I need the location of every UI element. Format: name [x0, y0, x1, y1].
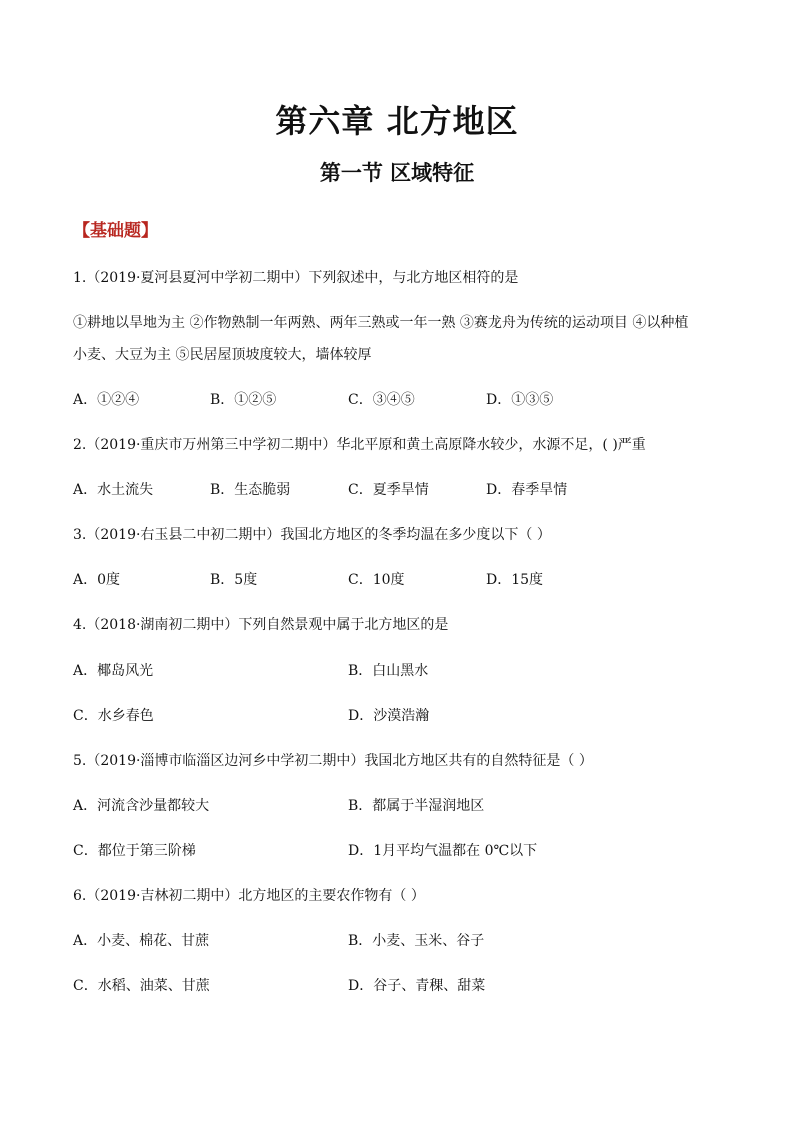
question-4-stem: 4.（2018·湖南初二期中）下列自然景观中属于北方地区的是 [73, 617, 449, 633]
question-3-stem: 3.（2019·右玉县二中初二期中）我国北方地区的冬季均温在多少度以下（ ） [73, 527, 551, 543]
question-3-option-c: C．10度 [348, 572, 405, 588]
question-1-statement-line-2: 小麦、大豆为主 ⑤民居屋顶坡度较大，墙体较厚 [73, 347, 372, 363]
question-1-option-a: A．①②④ [73, 392, 140, 408]
question-1-option-d: D．①③⑤ [486, 392, 554, 408]
question-1-statement-line-1: ①耕地以旱地为主 ②作物熟制一年两熟、两年三熟或一年一熟 ③赛龙舟为传统的运动项目 ④以种植 [73, 315, 689, 331]
question-3-option-a: A．0度 [73, 572, 121, 588]
section-title: 第一节 区域特征 [319, 160, 475, 185]
question-2-option-b: B．生态脆弱 [210, 482, 291, 498]
question-6-option-d: D．谷子、青稞、甜菜 [348, 978, 486, 994]
question-1-option-b: B．①②⑤ [210, 392, 277, 408]
question-3-option-b: B．5度 [210, 572, 258, 588]
question-4-option-a: A．椰岛风光 [73, 663, 154, 679]
question-4-option-c: C．水乡春色 [73, 708, 154, 724]
question-3-option-d: D．15度 [486, 572, 544, 588]
question-4-option-d: D．沙漠浩瀚 [348, 708, 430, 724]
question-5-option-a: A．河流含沙量都较大 [73, 798, 210, 814]
chapter-title: 第六章 北方地区 [275, 102, 519, 140]
question-2-option-c: C．夏季旱情 [348, 482, 429, 498]
question-2-option-a: A．水土流失 [73, 482, 154, 498]
question-5-option-d: D．1月平均气温都在 0℃以下 [348, 843, 538, 859]
question-6-option-a: A．小麦、棉花、甘蔗 [73, 933, 210, 949]
question-1-option-c: C．③④⑤ [348, 392, 415, 408]
question-6-stem: 6.（2019·吉林初二期中）北方地区的主要农作物有（ ） [73, 888, 425, 904]
question-2-stem: 2.（2019·重庆市万州第三中学初二期中）华北平原和黄土高原降水较少，水源不足，( )严重 [73, 437, 646, 453]
question-5-option-b: B．都属于半湿润地区 [348, 798, 485, 814]
question-6-option-c: C．水稻、油菜、甘蔗 [73, 978, 210, 994]
question-2-option-d: D．春季旱情 [486, 482, 568, 498]
question-1-stem: 1.（2019·夏河县夏河中学初二期中）下列叙述中，与北方地区相符的是 [73, 270, 519, 286]
question-5-option-c: C．都位于第三阶梯 [73, 843, 196, 859]
question-5-stem: 5.（2019·淄博市临淄区边河乡中学初二期中）我国北方地区共有的自然特征是（ ） [73, 753, 593, 769]
question-4-option-b: B．白山黑水 [348, 663, 429, 679]
section-label: 【基础题】 [73, 221, 158, 241]
question-6-option-b: B．小麦、玉米、谷子 [348, 933, 485, 949]
